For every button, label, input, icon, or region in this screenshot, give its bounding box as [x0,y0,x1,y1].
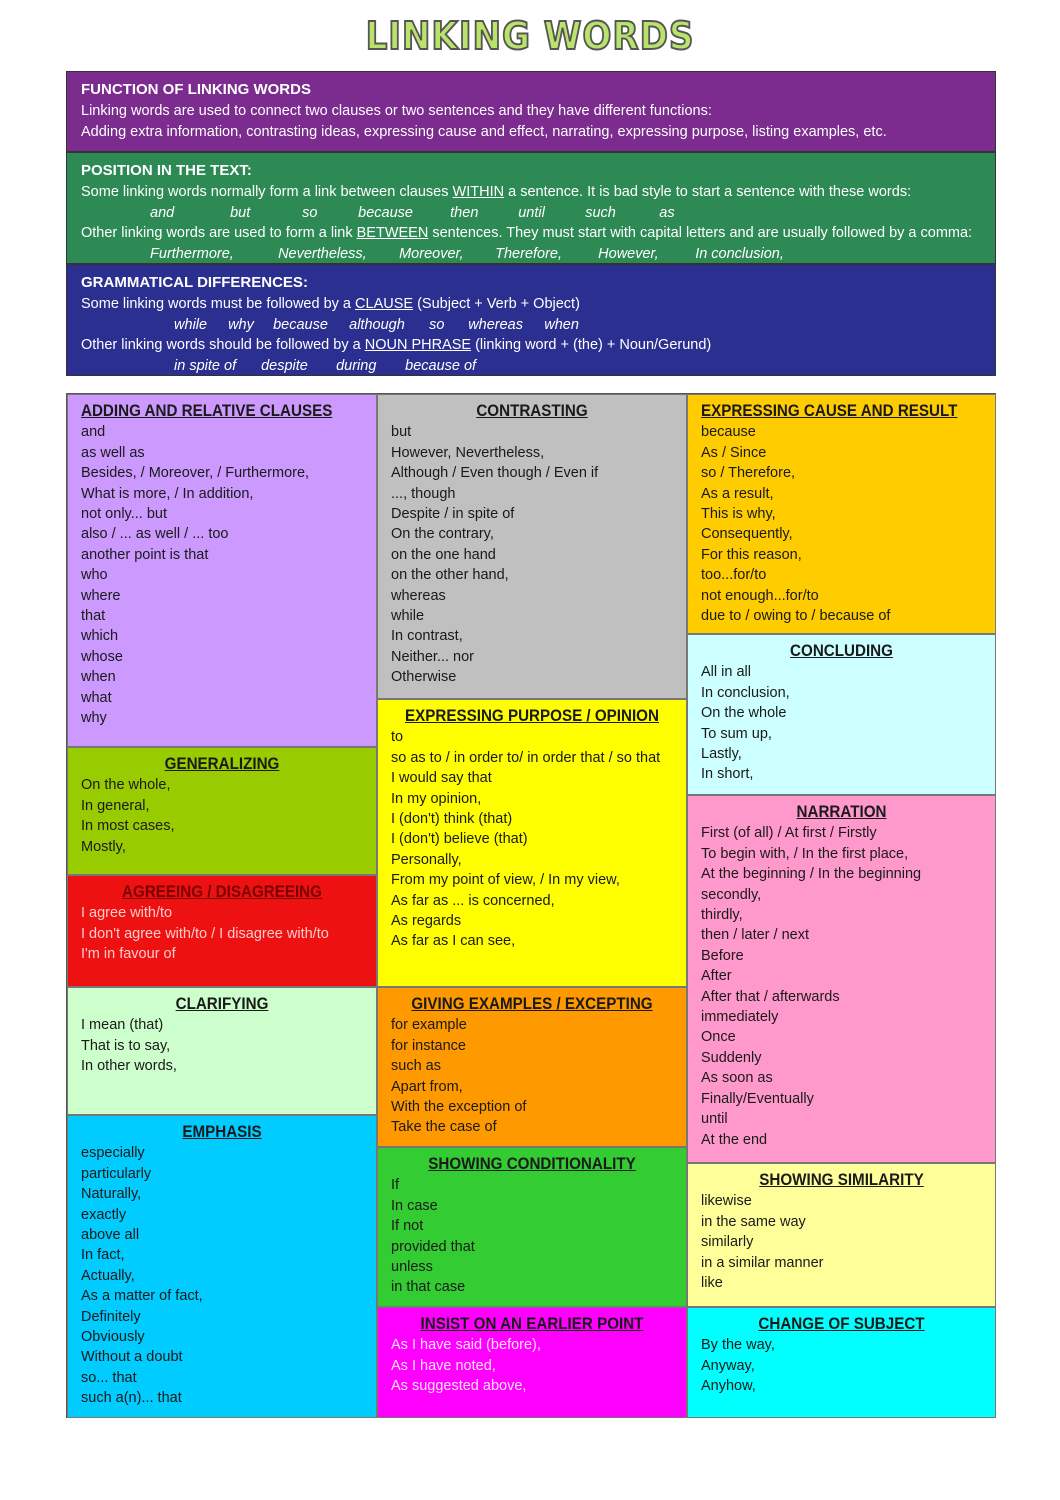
linking-word: In general, [81,797,150,814]
clause-examples [81,315,981,335]
linking-word: All in all [701,664,751,681]
linking-word: First (of all) / At first / Firstly [701,825,877,842]
linking-word: when [81,669,116,686]
linking-word: Naturally, [81,1186,142,1203]
linking-word: thirdly, [701,907,743,924]
linking-word: that [81,608,106,625]
grammar-heading: GRAMMATICAL DIFFERENCES: [81,274,308,291]
linking-word: As far as ... is concerned, [391,892,555,909]
linking-word: After [701,968,732,985]
example-word: when [544,316,579,333]
linking-word: Besides, / Moreover, / Furthermore, [81,465,310,482]
position-heading: POSITION IN THE TEXT: [81,162,252,179]
page-title: LINKING WORDS [365,14,695,58]
example-word: so [429,316,445,333]
box-insist-earlier-point [377,1307,687,1418]
linking-word: At the beginning / In the beginning [701,866,922,883]
example-word: because [273,316,328,333]
example-word: while [174,316,208,333]
box-title: GENERALIZING [164,755,280,773]
position-line-1-rest: a sentence. It is bad style to start a sentence with these words: [504,184,912,201]
grammar-section [66,264,996,376]
linking-word: so as to / in order to/ in order that / so that [391,749,661,766]
box-title: NARRATION [796,803,887,821]
between-examples [81,244,981,264]
linking-word: likewise [701,1193,752,1210]
example-word: whereas [468,316,523,333]
linking-word: Lastly, [701,746,742,763]
linking-word: unless [391,1259,433,1276]
example-word: Nevertheless, [278,245,367,262]
linking-word: As a matter of fact, [81,1288,203,1305]
linking-word: so / Therefore, [701,465,796,482]
linking-word: Although / Even though / Even if [391,465,599,482]
example-word: and [150,204,175,221]
linking-word-list [391,1335,686,1396]
linking-word-list [701,662,995,784]
linking-word: After that / afterwards [701,988,840,1005]
linking-word-list [701,823,995,1150]
linking-word-list [81,1015,376,1076]
linking-word: such a(n)... that [81,1390,182,1407]
example-word: until [518,204,545,221]
example-word: in spite of [174,357,237,374]
example-word: but [230,204,251,221]
function-line-1: Linking words are used to connect two clauses or two sentences and they have different functions: [81,103,712,120]
linking-word: particularly [81,1165,152,1182]
linking-word-list [391,1015,686,1137]
grammar-line-1 [81,294,981,314]
linking-word: I'm in favour of [81,946,176,963]
between-keyword: BETWEEN [356,225,429,242]
linking-word: because [701,424,756,441]
linking-word: As soon as [701,1070,773,1087]
example-word: although [349,316,405,333]
box-title: GIVING EXAMPLES / EXCEPTING [411,995,653,1013]
box-title: EXPRESSING PURPOSE / OPINION [405,707,659,725]
linking-word: To sum up, [701,725,772,742]
linking-word: In fact, [81,1247,125,1264]
linking-word: As a result, [701,485,774,502]
linking-word: in that case [391,1279,466,1296]
example-word: so [302,204,318,221]
linking-word-list [391,1175,686,1297]
linking-word: like [701,1275,723,1292]
linking-word: Actually, [81,1267,135,1284]
linking-word: similarly [701,1234,754,1251]
linking-word: especially [81,1145,145,1162]
example-word: In conclusion, [695,245,784,262]
box-clarifying [67,987,377,1115]
linking-word: whose [81,648,123,665]
box-contrasting [377,394,687,699]
position-line-1 [81,182,981,202]
box-title: INSIST ON AN EARLIER POINT [420,1315,644,1333]
grammar-line-1-text: Some linking words must be followed by a [81,296,356,313]
linking-word: Take the case of [391,1119,497,1136]
position-line-2-rest: sentences. They must start with capital letters and are usually followed by a comma: [428,225,973,242]
function-line-2: Adding extra information, contrasting ideas, expressing cause and effect, narrating, expressing purpose, listing examples, etc. [81,123,887,140]
linking-word: another point is that [81,546,209,563]
box-title: CLARIFYING [175,995,269,1013]
box-showing-conditionality [377,1147,687,1307]
box-title: EXPRESSING CAUSE AND RESULT [701,402,958,420]
example-word: as [659,204,675,221]
linking-word: Finally/Eventually [701,1090,814,1107]
linking-word-list [81,775,376,857]
linking-word: With the exception of [391,1099,527,1116]
linking-word: In other words, [81,1058,177,1075]
linking-word: In conclusion, [701,684,790,701]
linking-word: to [391,729,404,746]
linking-word-list [701,422,995,626]
linking-word: on the one hand [391,546,496,563]
linking-word: For this reason, [701,546,802,563]
box-title: AGREEING / DISAGREEING [122,883,322,901]
linking-word: From my point of view, / In my view, [391,872,620,889]
linking-word: To begin with, / In the first place, [701,845,909,862]
linking-word: but [391,424,412,441]
linking-word: not enough...for/to [701,587,819,604]
position-line-2 [81,223,981,243]
linking-word: In most cases, [81,818,175,835]
linking-word: As / Since [701,444,767,461]
box-concluding [687,634,996,795]
box-title: SHOWING SIMILARITY [759,1171,924,1189]
linking-word: Anyhow, [701,1378,756,1395]
linking-word: I (don't) think (that) [391,811,513,828]
noun-phrase-examples [81,356,981,376]
grammar-line-1-rest: (Subject + Verb + Object) [413,296,580,313]
linking-word: Consequently, [701,526,793,543]
linking-word: At the end [701,1131,768,1148]
linking-word-list [701,1335,995,1396]
linking-word: who [81,567,108,584]
box-title: SHOWING CONDITIONALITY [428,1155,636,1173]
linking-word: for instance [391,1037,466,1054]
linking-word: As regards [391,913,462,930]
linking-word: as well as [81,444,145,461]
linking-word: As I have noted, [391,1357,496,1374]
linking-word: In short, [701,766,754,783]
example-word: However, [598,245,659,262]
linking-word: On the whole [701,705,787,722]
linking-word: why [81,710,107,727]
linking-word: Mostly, [81,838,126,855]
linking-word: Definitely [81,1308,141,1325]
position-line-1-text: Some linking words normally form a link between clauses [81,184,453,201]
linking-word: Anyway, [701,1357,755,1374]
linking-word: That is to say, [81,1037,171,1054]
linking-word: This is why, [701,506,776,523]
linking-word: I agree with/to [81,905,173,922]
linking-word: Otherwise [391,669,457,686]
linking-word: I mean (that) [81,1017,164,1034]
example-word: despite [261,357,308,374]
linking-word: above all [81,1227,140,1244]
linking-word: ..., though [391,485,456,502]
box-emphasis [67,1115,377,1418]
example-word: then [450,204,479,221]
box-title: EMPHASIS [182,1123,262,1141]
linking-word: so... that [81,1369,137,1386]
position-line-2-text: Other linking words are used to form a link [81,225,357,242]
linking-word: In contrast, [391,628,463,645]
box-narration [687,795,996,1163]
clause-keyword: CLAUSE [355,296,414,313]
linking-word: in a similar manner [701,1254,824,1271]
linking-word: immediately [701,1009,779,1026]
linking-word: Despite / in spite of [391,506,515,523]
example-word: because [358,204,413,221]
linking-word: not only... but [81,506,167,523]
linking-word: In my opinion, [391,790,482,807]
linking-word-list [391,727,686,951]
linking-word: As I have said (before), [391,1337,541,1354]
linking-word: exactly [81,1206,127,1223]
linking-word: until [701,1111,728,1128]
noun-phrase-keyword: NOUN PHRASE [364,337,472,354]
linking-word: while [391,608,425,625]
linking-word: then / later / next [701,927,810,944]
box-title: CONCLUDING [790,642,893,660]
linking-word: By the way, [701,1337,775,1354]
linking-word: On the contrary, [391,526,494,543]
box-adding-relative-clauses [67,394,377,747]
grammar-line-2-rest: (linking word + (the) + Noun/Gerund) [471,337,712,354]
within-examples [81,203,981,223]
box-generalizing [67,747,377,875]
function-heading: FUNCTION OF LINKING WORDS [81,81,311,98]
linking-word: As far as I can see, [391,933,516,950]
linking-word: Without a doubt [81,1349,183,1366]
linking-word: what [81,689,112,706]
box-title: CHANGE OF SUBJECT [758,1315,925,1333]
linking-word: in the same way [701,1213,806,1230]
box-change-of-subject [687,1307,996,1418]
example-word: why [228,316,254,333]
box-expressing-cause-result [687,394,996,634]
linking-word: and [81,424,106,441]
linking-word: Before [701,947,744,964]
linking-word: If [391,1177,400,1194]
linking-word: too...for/to [701,567,767,584]
box-giving-examples-excepting [377,987,687,1147]
linking-word: In case [391,1197,438,1214]
linking-word-list [81,1143,376,1408]
example-word: Therefore, [495,245,563,262]
example-word: such [585,204,616,221]
box-showing-similarity [687,1163,996,1307]
linking-word: Once [701,1029,736,1046]
linking-word: If not [391,1218,424,1235]
linking-word: Suddenly [701,1049,762,1066]
linking-word: which [81,628,119,645]
example-word: because of [405,357,477,374]
box-title: CONTRASTING [476,402,588,420]
linking-word-list [701,1191,995,1293]
linking-word-list [391,422,686,687]
linking-word-list [81,903,376,964]
within-keyword: WITHIN [452,184,505,201]
box-agreeing-disagreeing [67,875,377,987]
linking-word: for example [391,1017,467,1034]
example-word: Moreover, [399,245,464,262]
grammar-line-2-text: Other linking words should be followed by a [81,337,365,354]
linking-word: also / ... as well / ... too [81,526,229,543]
linking-word: due to / owing to / because of [701,608,891,625]
linking-word: such as [391,1058,441,1075]
example-word: during [336,357,377,374]
linking-word: on the other hand, [391,567,509,584]
linking-word: Personally, [391,851,462,868]
linking-word: Obviously [81,1329,145,1346]
box-expressing-purpose-opinion [377,699,687,987]
box-title: ADDING AND RELATIVE CLAUSES [81,402,333,420]
linking-word: I would say that [391,770,492,787]
position-section [66,152,996,264]
linking-word-list [81,422,376,728]
category-grid [66,393,996,1418]
example-word: Furthermore, [150,245,234,262]
linking-word: secondly, [701,886,762,903]
linking-word: As suggested above, [391,1378,527,1395]
linking-word: What is more, / In addition, [81,485,254,502]
linking-word: provided that [391,1238,475,1255]
linking-word: I don't agree with/to / I disagree with/to [81,925,329,942]
linking-word: On the whole, [81,777,171,794]
linking-word: where [81,587,121,604]
function-section [66,71,996,152]
grammar-line-2 [81,335,981,355]
linking-word: Neither... nor [391,648,475,665]
linking-word: whereas [391,587,446,604]
linking-word: Apart from, [391,1078,463,1095]
linking-word: However, Nevertheless, [391,444,545,461]
linking-word: I (don't) believe (that) [391,831,528,848]
